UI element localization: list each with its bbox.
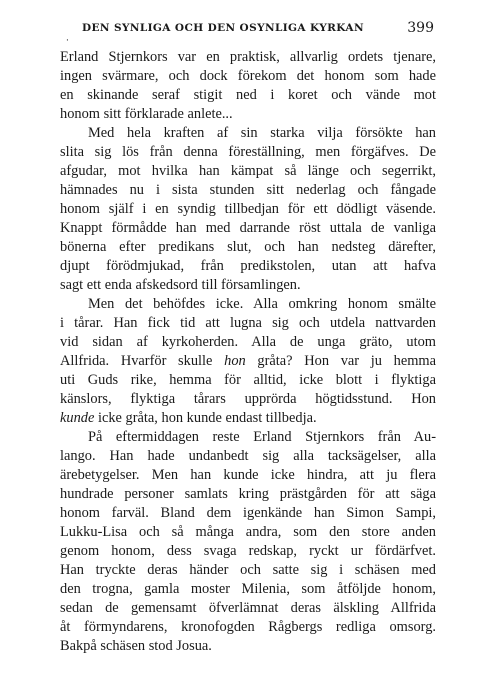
text-segment: ingen svärmare, och dock förekom det honom som hade [60,68,436,84]
text-line [60,485,436,504]
body-text [60,48,436,656]
page-number: 399 [407,20,434,36]
text-segment: genom honom, dess svaga redskap, ryckt ur fördärfvet. [60,543,436,559]
text-line [60,314,436,333]
text-segment: På eftermiddagen reste Erland Stjernkors från Au- [88,429,436,445]
text-line [60,580,436,599]
text-line [60,257,436,276]
text-segment: Bakpå schäsen stod Josua. [60,638,212,654]
text-line [60,599,436,618]
text-line [60,143,436,162]
text-segment: sedan de gemensamt öfverlämnat deras älskling Allfrida [60,600,436,616]
text-line [60,409,436,428]
text-segment: Lukku-Lisa och så många andra, som den store anden [60,524,436,540]
text-segment: den trogna, gamla moster Milenia, som åtföljde honom, [60,581,436,597]
text-segment: slita sig lös från denna föreställning, men förgäfves. De [60,144,436,160]
text-line [60,447,436,466]
text-line [60,371,436,390]
text-segment: honom sitt förklarade anlete... [60,106,233,122]
text-line [60,67,436,86]
text-segment: en skinande seraf stigit ned i koret och vände mot [60,87,436,103]
text-segment: åt förmyndarens, kronofogden Rågbergs redliga omsorg. [60,619,436,635]
text-line [60,295,436,314]
text-segment: i tårar. Han fick tid att lugna sig och utdela nattvarden [60,315,436,331]
text-segment: icke gråta, hon kunde endast tillbedja. [94,410,317,426]
italic-word: hon [224,353,246,369]
text-segment: Men det behöfdes icke. Alla omkring honom smälte [88,296,436,312]
text-segment: bönerna efter predikans slut, och han nedsteg därefter, [60,239,436,255]
text-line [60,618,436,637]
text-segment: gråta? Hon var ju hemma [245,353,436,369]
text-segment: Knappt förmådde han med darrande röst uttala de vanliga [60,220,436,236]
text-line [60,466,436,485]
text-line [60,523,436,542]
text-line [60,333,436,352]
page-header [82,20,434,36]
text-segment: honom själf i en syndig tillbedjan för ett dödligt väsende. [60,201,436,217]
text-line [60,390,436,409]
italic-word: kunde [60,410,95,426]
text-line [60,48,436,67]
text-segment: vid sidan af kyrkoherden. Alla de unga gräto, utom [60,334,436,350]
text-line [60,124,436,143]
text-line [60,181,436,200]
printer-mark: · [66,36,69,46]
text-segment: lango. Han hade undanbedt sig alla tacksägelser, alla [60,448,436,464]
text-segment: ärebetygelser. Men han kunde icke hindra, att ju flera [60,467,436,483]
text-line [60,637,436,656]
text-segment: honom farväl. Bland dem igenkände han Simon Sampi, [60,505,436,521]
running-head: DEN SYNLIGA OCH DEN OSYNLIGA KYRKAN [82,22,364,34]
text-line [60,219,436,238]
text-line [60,542,436,561]
text-line [60,238,436,257]
text-line [60,428,436,447]
text-line [60,561,436,580]
text-line [60,504,436,523]
text-line [60,105,436,124]
text-segment: uti Guds rike, hemma för alltid, icke blott i flyktiga [60,372,436,388]
text-line [60,200,436,219]
text-segment: hämnades nu i sista stunden sitt nederlag och fångade [60,182,436,198]
text-segment: känslors, flyktiga tårars upprörda högtidsstund. Hon [60,391,436,407]
text-line [60,352,436,371]
text-line [60,276,436,295]
text-segment: Med hela kraften af sin starka vilja försökte han [88,125,436,141]
text-segment: Allfrida. Hvarför skulle [60,353,225,369]
text-segment: hundrade personer samlats kring prästgården för att säga [60,486,436,502]
text-line [60,162,436,181]
text-segment: djupt förödmjukad, från predikstolen, utan att hafva [60,258,436,274]
text-segment: Han tryckte deras händer och satte sig i schäsen med [60,562,436,578]
text-segment: Erland Stjernkors var en praktisk, allvarlig ordets tjenare, [60,49,436,65]
text-segment: afgudar, mot hvilka han kämpat så länge och segerrikt, [60,163,436,179]
text-segment: sagt ett enda afskedsord till församlingen. [60,277,301,293]
text-line [60,86,436,105]
